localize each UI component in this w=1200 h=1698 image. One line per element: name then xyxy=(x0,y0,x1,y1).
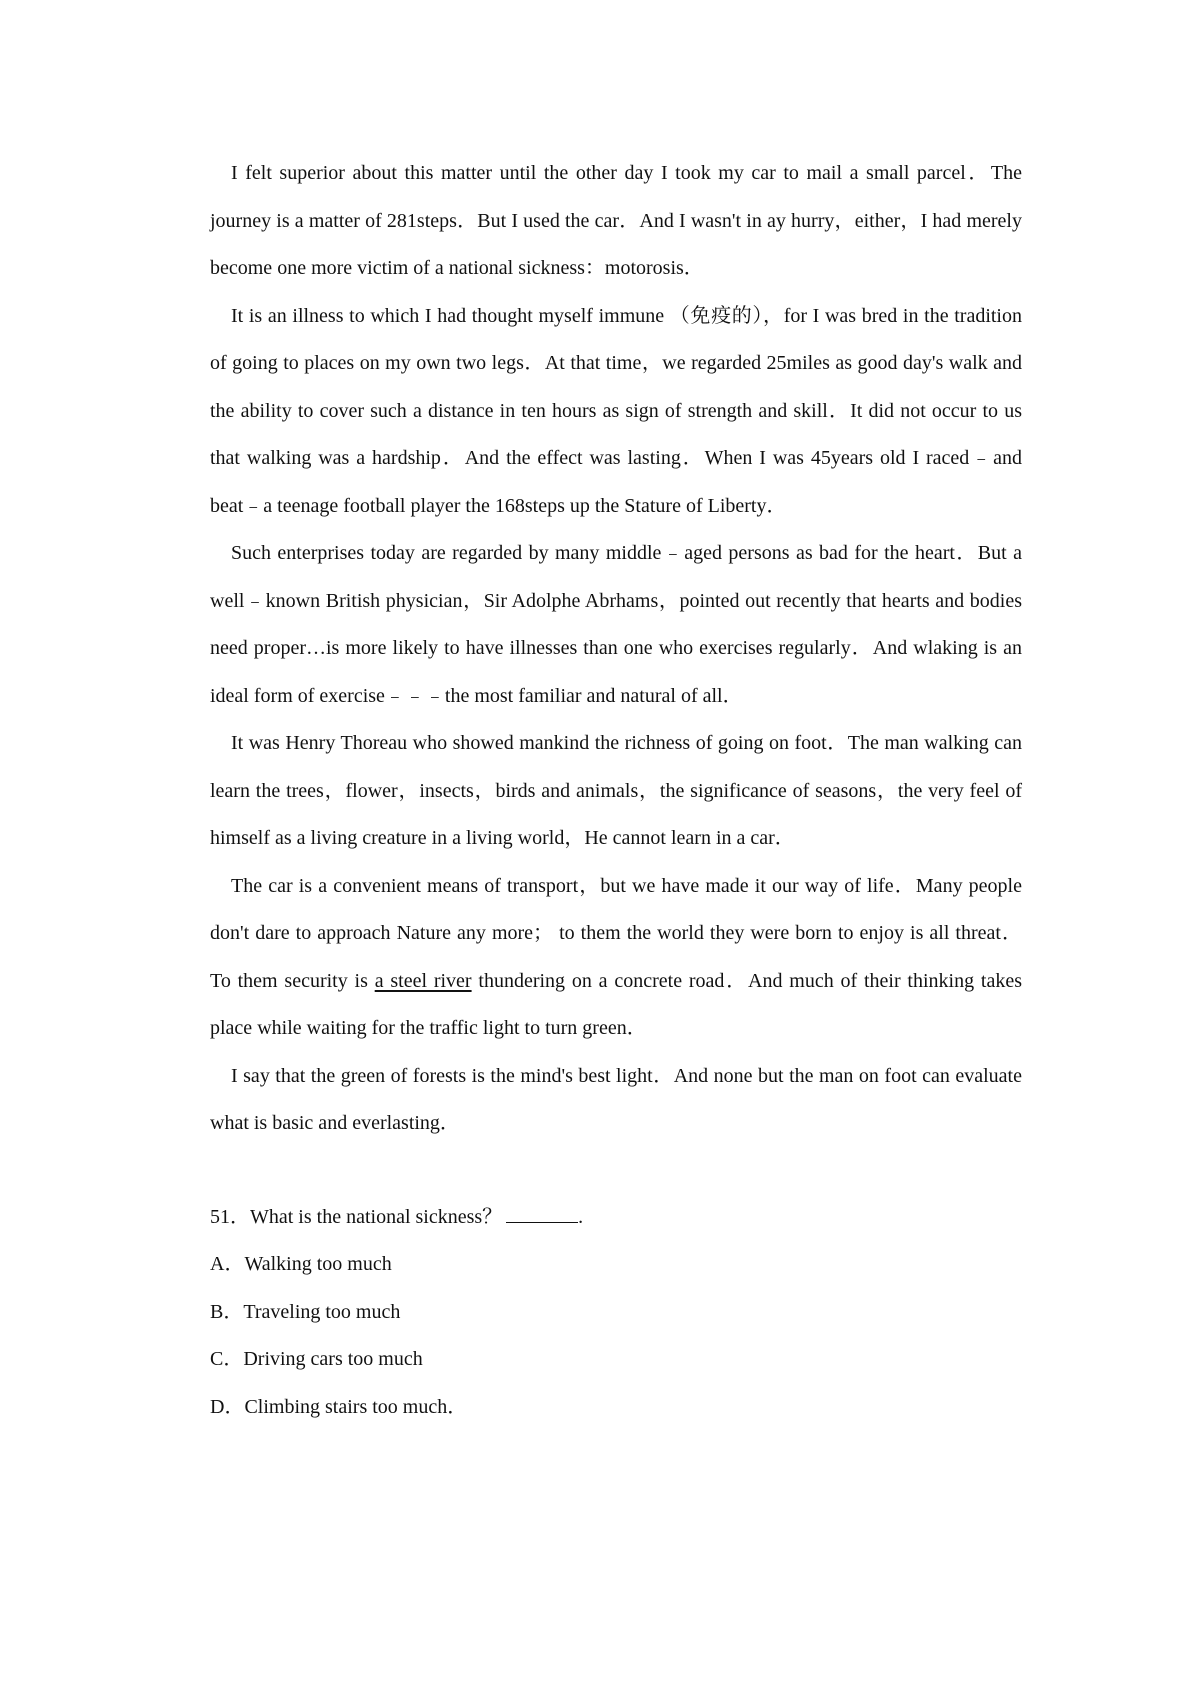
question-stem xyxy=(210,1194,1022,1242)
option-c[interactable]: C．Driving cars too much xyxy=(210,1348,423,1370)
paragraph-1: I felt superior about this matter until the other day I took my car to mail a small parcel．The journey is a matter of 281steps．But I used the car．And I wasn't in ay hurry，either，I had merely become one more victim of a national sickness：motorosis． xyxy=(210,162,1022,279)
paragraph-5-text-after: thundering on a concrete road．And much of their thinking takes place while waiting for the traffic light to turn green． xyxy=(210,969,1023,1039)
paragraph-5-text-before: The car is a convenient means of transport，but we have made it our way of life．Many people don't dare to approach Nature any more； to them the world they were born to enjoy is all threat．To them security is xyxy=(210,874,1022,992)
question-stem-period: . xyxy=(578,1205,584,1228)
option-d[interactable]: D．Climbing stairs too much． xyxy=(210,1395,468,1418)
document-page xyxy=(210,150,1022,1431)
question-stem-text: 51．What is the national sickness？ xyxy=(210,1205,503,1228)
option-b[interactable]: B．Traveling too much xyxy=(210,1300,401,1323)
paragraph-4: It was Henry Thoreau who showed mankind the richness of going on foot．The man walking can learn the trees，flower，insects，birds and animals，the significance of seasons，the very feel of himself as a living creature in a living world，He cannot learn in a car． xyxy=(210,732,1022,849)
underlined-phrase: a steel river xyxy=(374,969,472,992)
paragraph-6: I say that the green of forests is the mind's best light．And none but the man on foot can evaluate what is basic and everlasting． xyxy=(210,1064,1022,1134)
option-a[interactable]: A．Walking too much xyxy=(210,1253,392,1275)
paragraph-5 xyxy=(210,863,1022,1053)
paragraph-2: It is an illness to which I had thought myself immune （免疫的），for I was bred in the tradition of going to places on my own two legs．At that time，we regarded 25miles as good day's walk and the ability to cover such a distance in ten hours as sign of strength and skill．It did not occur to us that walking was a hardship．And the effect was lasting．When I was 45years old I raced﹣and beat﹣a teenage football player the 168steps up the Stature of Liberty． xyxy=(210,304,1022,517)
paragraph-3: Such enterprises today are regarded by many middle﹣aged persons as bad for the heart．But a well﹣known British physician，Sir Adolphe Abrhams，pointed out recently that hearts and bodies need proper…is more likely to have illnesses than one who exercises regularly．And wlaking is an ideal form of exercise﹣﹣﹣the most familiar and natural of all． xyxy=(210,542,1022,707)
question-51 xyxy=(210,1194,1022,1432)
answer-blank xyxy=(506,1204,578,1223)
